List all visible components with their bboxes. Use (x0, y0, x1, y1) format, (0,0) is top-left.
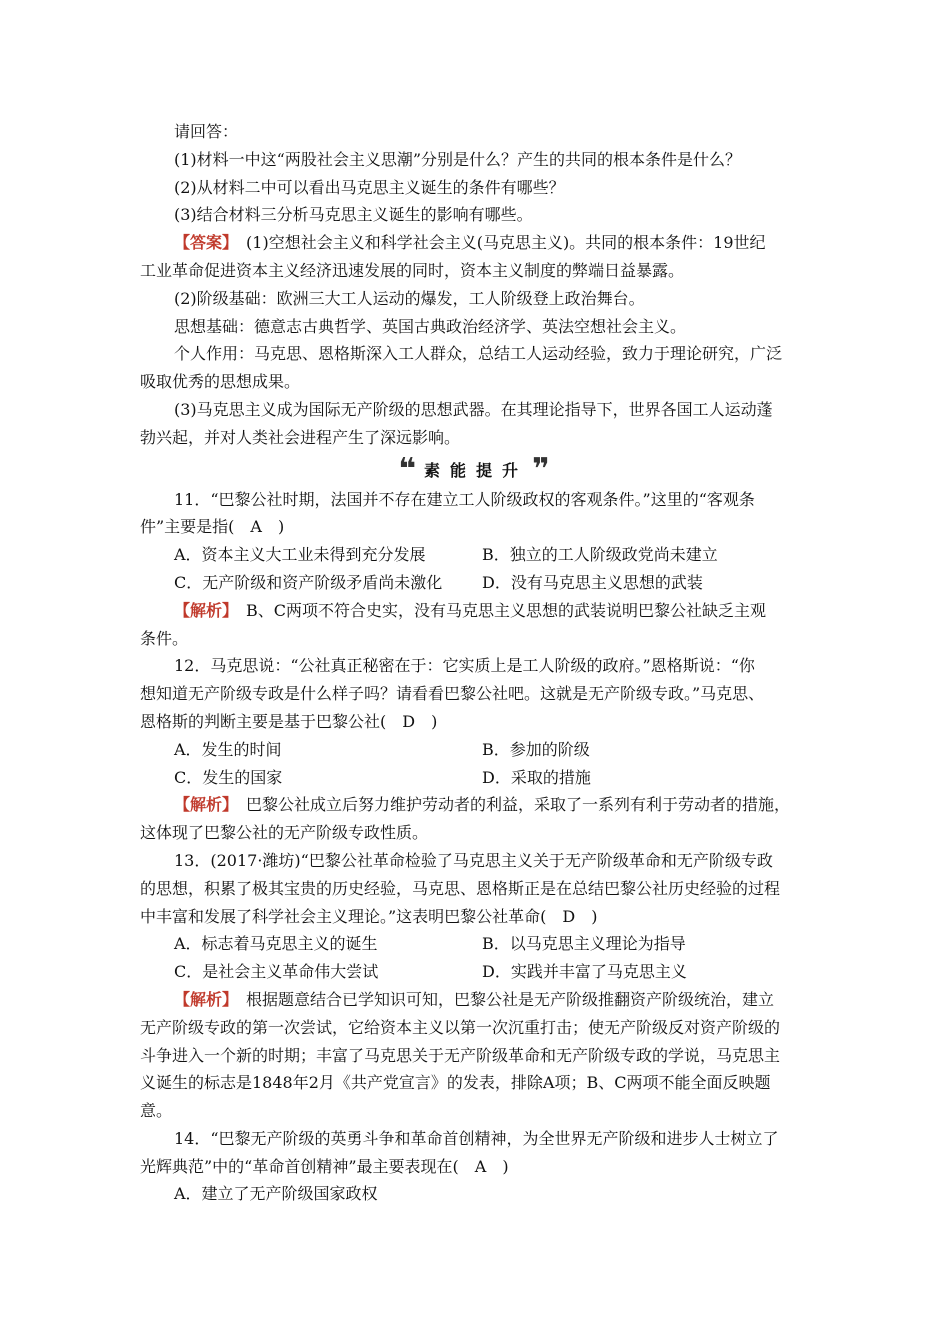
q12-explanation-cont: 这体现了巴黎公社的无产阶级专政性质。 (140, 823, 429, 843)
q14-stem-2: 光辉典范”中的“革命首创精神”最主要表现在( A ) (140, 1156, 509, 1176)
q13-stem-2: 的思想，积累了极其宝贵的历史经验，马克思、恩格斯正是在总结巴黎公社历史经验的过程 (140, 878, 781, 898)
q11-explanation: 【解析】 B、C两项不符合史实，没有马克思主义思想的武装说明巴黎公社缺乏主观 (174, 600, 767, 620)
q11-stem-cont: 件”主要是指( A ) (140, 517, 285, 537)
q11-option-a: A．资本主义大工业未得到充分发展 (174, 545, 426, 565)
answer-1: 【答案】 (1)空想社会主义和科学社会主义(马克思主义)。共同的根本条件：19世纪 (174, 233, 766, 253)
q13-stem: 13．(2017·潍坊)“巴黎公社革命检验了马克思主义关于无产阶级革命和无产阶级专政 (174, 850, 773, 870)
q11-options-row-2 (140, 569, 808, 597)
question-1: (1)材料一中这“两股社会主义思潮”分别是什么？产生的共同的根本条件是什么？ (174, 149, 742, 169)
q13-option-a: A．标志着马克思主义的诞生 (174, 934, 378, 954)
q14-option-a: A．建立了无产阶级国家政权 (174, 1184, 378, 1204)
answer-1-cont: 工业革命促进资本主义经济迅速发展的同时，资本主义制度的弊端日益暴露。 (140, 260, 685, 280)
q11-option-c: C．无产阶级和资产阶级矛盾尚未激化 (174, 572, 443, 592)
question-2: (2)从材料二中可以看出马克思主义诞生的条件有哪些？ (174, 177, 565, 197)
q11-explanation-cont: 条件。 (140, 628, 189, 648)
q11-explanation-tag: 【解析】 (174, 600, 231, 620)
q13-explanation-4: 义诞生的标志是1848年2月《共产党宣言》的发表，排除A项；B、C两项不能全面反映题 (140, 1073, 771, 1093)
answer-tag: 【答案】 (174, 233, 231, 253)
q11-stem: 11．“巴黎公社时期，法国并不存在建立工人阶级政权的客观条件。”这里的“客观条 (174, 489, 755, 509)
q11-option-d: D．没有马克思主义思想的武装 (482, 572, 703, 592)
q12-option-c: C．发生的国家 (174, 767, 283, 787)
open-quote-icon: ❝ (398, 451, 416, 487)
q12-option-a: A．发生的时间 (174, 739, 282, 759)
answer-2-person-cont: 吸取优秀的思想成果。 (140, 372, 301, 392)
section-banner (140, 451, 808, 487)
answer-3: (3)马克思主义成为国际无产阶级的思想武器。在其理论指导下，世界各国工人运动蓬 (174, 399, 773, 419)
q13-explanation-tag: 【解析】 (174, 989, 231, 1009)
page-content (140, 118, 808, 1208)
q12-options-row-1 (140, 736, 808, 764)
q13-explanation: 【解析】 根据题意结合已学知识可知，巴黎公社是无产阶级推翻资产阶级统治，建立 (174, 989, 775, 1009)
q12-option-b: B．参加的阶级 (482, 739, 590, 759)
q11-option-b: B．独立的工人阶级政党尚未建立 (482, 545, 718, 565)
q13-stem-3: 中丰富和发展了科学社会主义理论。”这表明巴黎公社革命( D ) (140, 906, 598, 926)
answer-2: (2)阶级基础：欧洲三大工人运动的爆发，工人阶级登上政治舞台。 (174, 288, 645, 308)
q13-explanation-3: 斗争进入一个新的时期；丰富了马克思关于无产阶级革命和无产阶级专政的学说，马克思主 (140, 1045, 781, 1065)
q13-option-b: B．以马克思主义理论为指导 (482, 934, 686, 954)
q13-option-c: C．是社会主义革命伟大尝试 (174, 962, 379, 982)
close-quote-icon: ❞ (532, 451, 550, 487)
q12-options-row-2 (140, 764, 808, 792)
q13-explanation-2: 无产阶级专政的第一次尝试，它给资本主义以第一次沉重打击；使无产阶级反对资产阶级的 (140, 1017, 781, 1037)
question-3: (3)结合材料三分析马克思主义诞生的影响有哪些。 (174, 205, 533, 225)
q11-options-row-1 (140, 541, 808, 569)
q12-explanation-tag: 【解析】 (174, 795, 231, 815)
q13-explanation-5: 意。 (140, 1101, 173, 1121)
answer-2-thought: 思想基础：德意志古典哲学、英国古典政治经济学、英法空想社会主义。 (174, 316, 687, 336)
q12-stem-2: 想知道无产阶级专政是什么样子吗？请看看巴黎公社吧。这就是无产阶级专政。”马克思、 (140, 684, 765, 704)
q12-stem-3: 恩格斯的判断主要是基于巴黎公社( D ) (140, 711, 438, 731)
answer-3-cont: 勃兴起，并对人类社会进程产生了深远影响。 (140, 427, 461, 447)
q13-options-row-2 (140, 958, 808, 986)
q12-option-d: D．采取的措施 (482, 767, 591, 787)
answer-2-person: 个人作用：马克思、恩格斯深入工人群众，总结工人运动经验，致力于理论研究，广泛 (174, 344, 783, 364)
section-title: 素能提升 (423, 461, 528, 481)
ask-line: 请回答： (174, 122, 239, 141)
q12-stem: 12．马克思说：“公社真正秘密在于：它实质上是工人阶级的政府。”恩格斯说：“你 (174, 656, 755, 676)
q13-option-d: D．实践并丰富了马克思主义 (482, 962, 687, 982)
q14-stem: 14．“巴黎无产阶级的英勇斗争和革命首创精神，为全世界无产阶级和进步人士树立了 (174, 1128, 779, 1148)
q12-explanation: 【解析】 巴黎公社成立后努力维护劳动者的利益，采取了一系列有利于劳动者的措施， (174, 795, 791, 815)
q13-options-row-1 (140, 930, 808, 958)
